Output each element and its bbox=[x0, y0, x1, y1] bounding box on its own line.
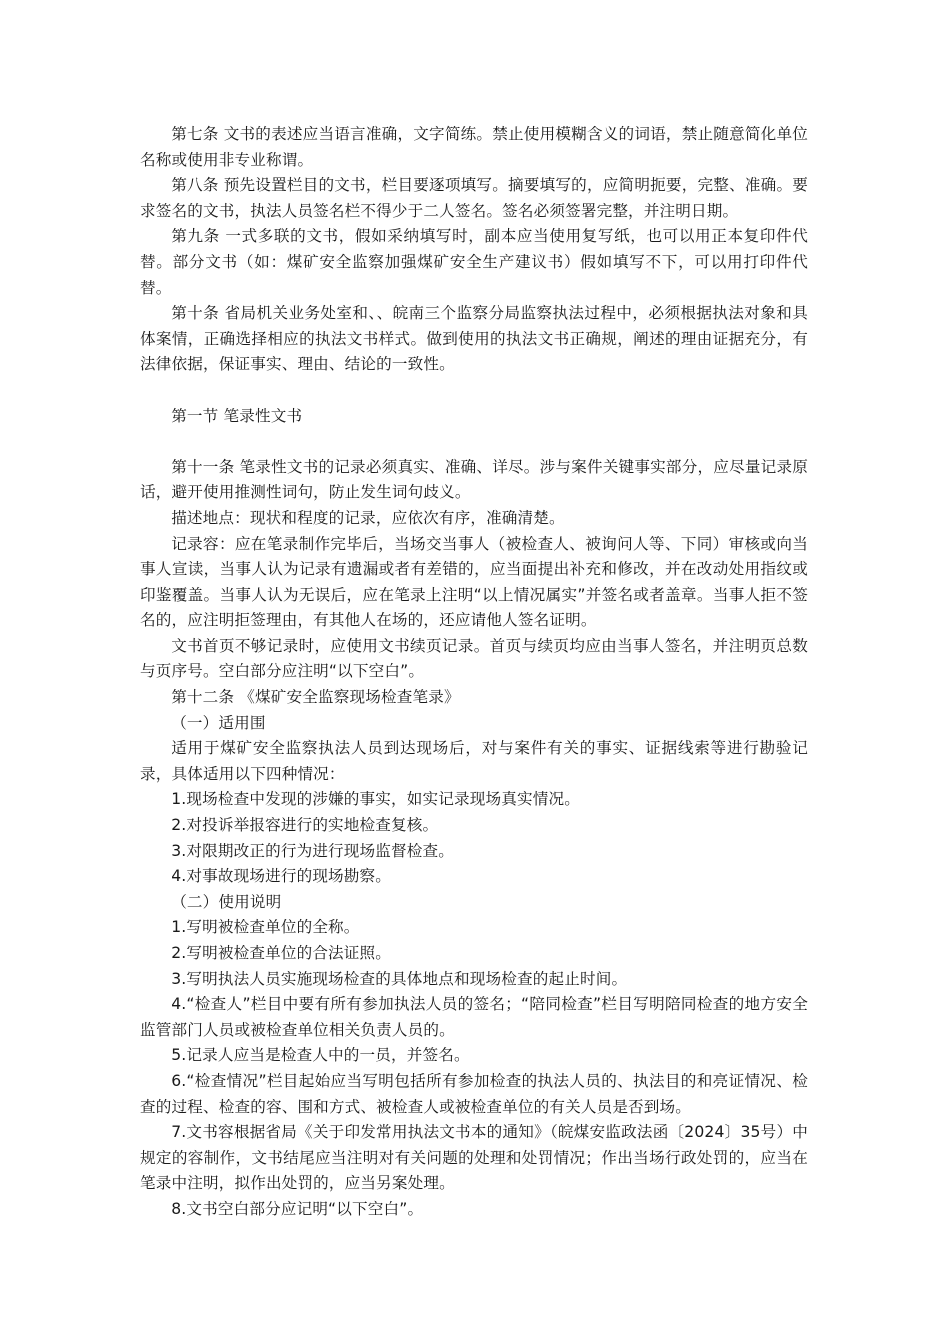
list-item: 1.现场检查中发现的涉嫌的事实，如实记录现场真实情况。 bbox=[171, 790, 580, 809]
article-9: 第九条 一式多联的文书，假如采纳填写时，副本应当使用复写纸，也可以用正本复印件代替。部分文书（如：煤矿安全监察加强煤矿安全生产建议书）假如填写不下，可以用打印件代替。 bbox=[140, 227, 808, 297]
list-item: 3.写明执法人员实施现场检查的具体地点和现场检查的起止时间。 bbox=[171, 969, 628, 988]
list-item: 2.写明被检查单位的合法证照。 bbox=[171, 944, 392, 962]
list-item: 5.记录人应当是检查人中的一员，并签名。 bbox=[171, 1046, 470, 1065]
article-8: 第八条 预先设置栏目的文书，栏目要逐项填写。摘要填写的，应简明扼要，完整、准确。要求签名的文书，执法人员签名栏不得少于二人签名。签名必须签署完整，并注明日期。 bbox=[140, 176, 808, 220]
list-item: 2.对投诉举报容进行的实地检查复核。 bbox=[171, 816, 439, 835]
list-item: 3.对限期改正的行为进行现场监督检查。 bbox=[171, 841, 455, 860]
paragraph-record: 记录容：应在笔录制作完毕后，当场交当事人（被检查人、被询问人等、下同）审核或向当事人宣读，当事人认为记录有遗漏或者有差错的，应当面提出补充和修改，并在改动处用指纹或印鉴覆盖。当事人认为无误后，应在笔录上注明“以上情况属实”并签名或者盖章。当事人拒不签名的，应注明拒签理由，有其他人在场的，还应请他人签名证明。 bbox=[140, 534, 808, 630]
article-7: 第七条 文书的表述应当语言准确，文字简练。禁止使用模糊含义的词语，禁止随意简化单位名称或使用非专业称谓。 bbox=[140, 125, 808, 169]
paragraph-location: 描述地点：现状和程度的记录，应依次有序，准确清楚。 bbox=[171, 508, 565, 527]
blank-line bbox=[140, 429, 808, 455]
paragraph-continuation: 文书首页不够记录时，应使用文书续页记录。首页与续页均应由当事人签名，并注明页总数与页序号。空白部分应注明“以下空白”。 bbox=[140, 636, 808, 681]
list-item: 7.文书容根据省局《关于印发常用执法文书本的通知》（皖煤安监政法函〔2024〕35号）中规定的容制作，文书结尾应当注明对有关问题的处理和处罚情况；作出当场行政处罚的，应当在笔录中注明，拟作出处罚的，应当另案处理。 bbox=[140, 1123, 808, 1193]
section-heading: 第一节 笔录性文书 bbox=[171, 406, 303, 425]
subheading-usage: （二）使用说明 bbox=[171, 892, 282, 911]
document-body bbox=[140, 122, 808, 1223]
subheading-scope: （一）适用围 bbox=[171, 713, 266, 732]
list-item: 8.文书空白部分应记明“以下空白”。 bbox=[171, 1199, 424, 1218]
paragraph-scope: 适用于煤矿安全监察执法人员到达现场后，对与案件有关的事实、证据线索等进行勘验记录，具体适用以下四种情况： bbox=[140, 739, 808, 783]
list-item: 6.“检查情况”栏目起始应当写明包括所有参加检查的执法人员的、执法目的和亮证情况、检查的过程、检查的容、围和方式、被检查人或被检查单位的有关人员是否到场。 bbox=[140, 1071, 808, 1116]
blank-line bbox=[140, 378, 808, 404]
list-item: 4.对事故现场进行的现场勘察。 bbox=[171, 867, 392, 886]
list-item: 1.写明被检查单位的全称。 bbox=[171, 918, 360, 937]
article-10: 第十条 省局机关业务处室和、、皖南三个监察分局监察执法过程中，必须根据执法对象和具体案情，正确选择相应的执法文书样式。做到使用的执法文书正确规，阐述的理由证据充分，有法律依据，保证事实、理由、结论的一致性。 bbox=[140, 304, 808, 374]
article-12: 第十二条 《煤矿安全监察现场检查笔录》 bbox=[171, 688, 460, 707]
article-11: 第十一条 笔录性文书的记录必须真实、准确、详尽。涉与案件关键事实部分，应尽量记录原话，避开使用推测性词句，防止发生词句歧义。 bbox=[140, 457, 808, 502]
list-item: 4.“检查人”栏目中要有所有参加执法人员的签名；“陪同检查”栏目写明陪同检查的地方安全监管部门人员或被检查单位相关负责人员的。 bbox=[140, 995, 808, 1039]
